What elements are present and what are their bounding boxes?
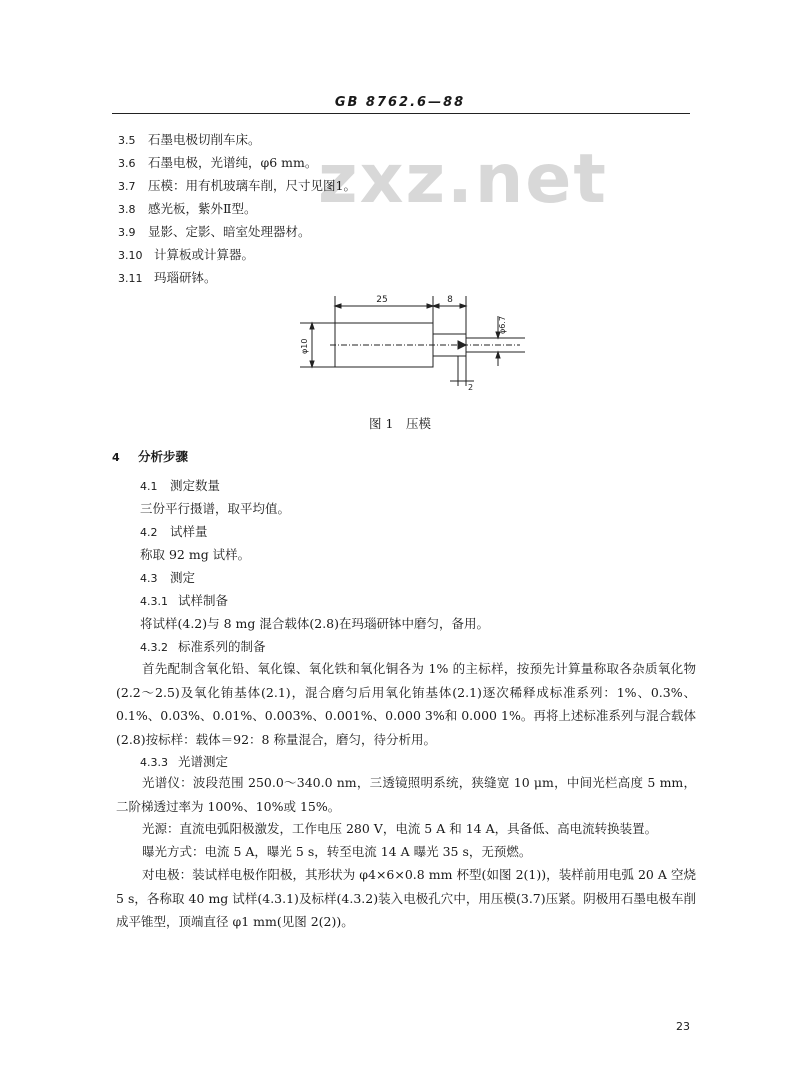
paragraph: 光源：直流电弧阳极激发，工作电压 280 V，电流 5 A 和 14 A，具备低、高电流转换装置。 xyxy=(142,821,658,836)
item-text: 石墨电极，光谱纯，φ6 mm。 xyxy=(148,155,318,170)
dim-tip-label: 8 xyxy=(447,295,453,305)
subsection-heading xyxy=(140,568,195,586)
section-number: 4 xyxy=(112,451,120,464)
item-number: 3.7 xyxy=(118,180,136,193)
paragraph: 曝光方式：电流 5 A，曝光 5 s，转至电流 14 A 曝光 35 s，无预燃。 xyxy=(142,844,532,859)
paragraph: 将试样(4.2)与 8 mg 混合载体(2.8)在玛瑙研钵中磨匀，备用。 xyxy=(140,616,489,631)
item-text: 计算板或计算器。 xyxy=(154,247,255,262)
subsection-heading xyxy=(140,522,208,540)
paragraph: 称取 92 mg 试样。 xyxy=(140,547,251,562)
item-number: 3.6 xyxy=(118,157,136,170)
item-text: 玛瑙研钵。 xyxy=(154,270,217,285)
press-mold-figure xyxy=(290,286,530,396)
list-item xyxy=(118,222,311,240)
section-title: 分析步骤 xyxy=(138,449,189,464)
hole-arrow-shape xyxy=(458,341,466,349)
figure-caption: 图 1 压模 xyxy=(369,416,431,431)
watermark: zxz.net xyxy=(318,140,608,219)
document-header: GB 8762.6—88 xyxy=(334,95,466,110)
page-number: 23 xyxy=(676,1020,690,1033)
item-number: 3.5 xyxy=(118,134,136,147)
subsection-number: 4.3.2 xyxy=(140,641,168,654)
subsection-heading xyxy=(140,752,228,770)
subsection-number: 4.2 xyxy=(140,526,158,539)
list-item xyxy=(118,245,254,263)
item-number: 3.11 xyxy=(118,272,143,285)
item-text: 压模：用有机玻璃车削，尺寸见图1。 xyxy=(148,178,356,193)
list-item xyxy=(118,153,317,171)
dim-depth-label: 2 xyxy=(468,383,474,392)
item-number: 3.9 xyxy=(118,226,136,239)
list-item xyxy=(118,130,261,148)
subsection-title: 试样制备 xyxy=(178,593,229,608)
subsection-heading xyxy=(140,476,220,494)
item-text: 感光板，紫外Ⅱ型。 xyxy=(148,201,257,216)
subsection-number: 4.1 xyxy=(140,480,158,493)
item-text: 石墨电极切削车床。 xyxy=(148,132,261,147)
list-item xyxy=(118,268,217,286)
subsection-number: 4.3.1 xyxy=(140,595,168,608)
subsection-title: 测定 xyxy=(170,570,196,585)
dim-length-label: 25 xyxy=(376,295,388,305)
subsection-title: 试样量 xyxy=(170,524,208,539)
subsection-number: 4.3 xyxy=(140,572,158,585)
subsection-heading xyxy=(140,591,228,609)
section-heading xyxy=(112,447,188,465)
subsection-number: 4.3.3 xyxy=(140,756,168,769)
list-item xyxy=(118,176,356,194)
paragraph: 三份平行摄谱，取平均值。 xyxy=(140,501,291,516)
subsection-title: 光谱测定 xyxy=(178,754,229,769)
item-number: 3.8 xyxy=(118,203,136,216)
subsection-title: 测定数量 xyxy=(170,478,221,493)
list-item xyxy=(118,199,257,217)
dim-hole-label: φ6.7 xyxy=(498,316,507,334)
item-number: 3.10 xyxy=(118,249,143,262)
subsection-heading xyxy=(140,637,266,655)
dim-diameter-label: φ10 xyxy=(300,338,309,354)
paragraph: 首先配制含氧化铅、氧化镍、氧化铁和氧化铜各为 1% 的主标样，按预先计算量称取各杂质氧化物(2.2～2.5)及氧化铕基体(2.1)，混合磨匀后用氧化铕基体(2.1)逐次稀释成标准系列：1%、0.3%、0.1%、0.03%、0.01%、0.003%、0.001%、0.000 3%和 0.000 1%。再将上述标准系列与混合载体(2.8)按标样：载体＝92：8 称量混合，磨匀，待分析用。 xyxy=(116,661,696,747)
paragraph: 光谱仪：波段范围 250.0～340.0 nm，三透镜照明系统，狭缝宽 10 μm，中间光栏高度 5 mm，二阶梯透过率为 100%、10%或 15%。 xyxy=(116,775,696,814)
paragraph: 对电极：装试样电极作阳极，其形状为 φ4×6×0.8 mm 杯型(如图 2(1))，装样前用电弧 20 A 空烧 5 s，各称取 40 mg 试样(4.3.1)及标样(4.3.2)装入电极孔穴中，用压模(3.7)压紧。阴极用石墨电极车削成平锥型，顶端直径 φ1 mm(见图 2(2))。 xyxy=(116,867,696,929)
subsection-title: 标准系列的制备 xyxy=(178,639,266,654)
header-rule xyxy=(112,113,690,114)
item-text: 显影、定影、暗室处理器材。 xyxy=(148,224,311,239)
